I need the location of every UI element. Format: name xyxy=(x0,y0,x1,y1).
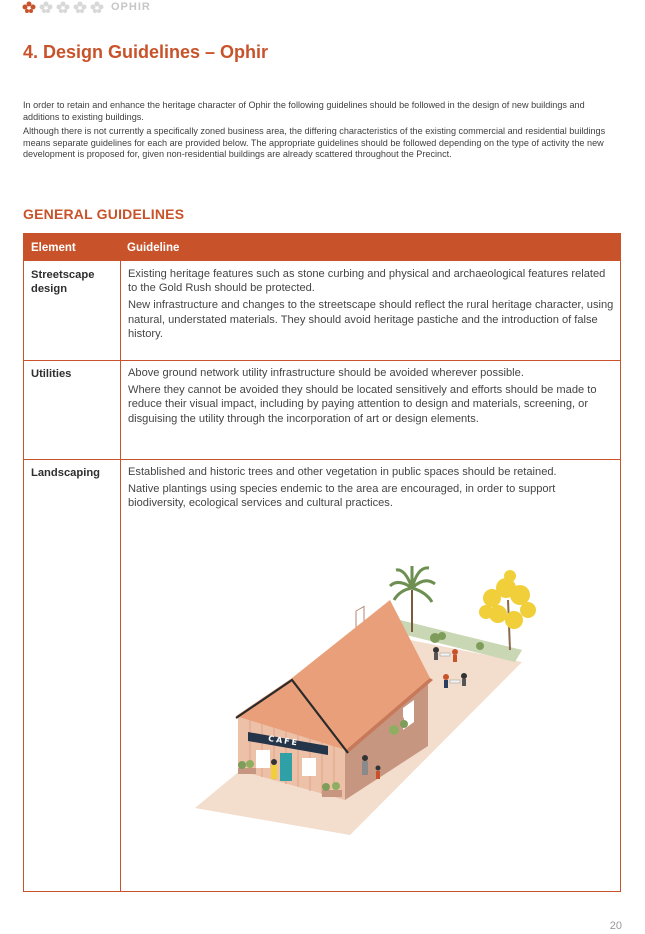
row-guideline xyxy=(128,366,614,429)
guideline-text: Where they cannot be avoided they should be located sensitively and efforts should be made to reduce their visual impact, including by paying attention to design and materials, screening, or disguising the utility through the incorporation of art or design elements. xyxy=(128,384,597,425)
guideline-text: Native plantings using species endemic to the area are encouraged, in order to support biodiversity, ecological services and cultural practices. xyxy=(128,483,556,510)
flower-logo-icon xyxy=(90,1,104,13)
row-element: Utilities xyxy=(31,368,72,380)
column-header-element: Element xyxy=(31,241,76,254)
table-row xyxy=(24,360,620,460)
guideline-text: New infrastructure and changes to the streetscape should reflect the rural heritage character, using natural, understated materials. They should avoid heritage pastiche and the introduction of false history. xyxy=(128,299,614,340)
page-number: 20 xyxy=(609,920,622,932)
front-window xyxy=(302,758,316,776)
table-row xyxy=(24,261,620,361)
intro-text xyxy=(23,100,623,164)
cafe-sign: CAFE xyxy=(267,733,300,748)
flower-logo-icon xyxy=(56,1,70,13)
row-guideline xyxy=(128,465,614,514)
cafe-illustration xyxy=(150,550,560,850)
column-header-guideline: Guideline xyxy=(127,241,180,254)
guideline-text: Established and historic trees and other vegetation in public spaces should be retained. xyxy=(128,466,557,478)
guideline-text: Existing heritage features such as stone curbing and physical and archaeological features related to the Gold Rush should be protected. xyxy=(128,268,606,295)
flower-logo-icon xyxy=(39,1,53,13)
page-title: 4. Design Guidelines – Ophir xyxy=(23,42,269,62)
brand-name: OPHIR xyxy=(111,1,151,13)
intro-paragraph: In order to retain and enhance the heritage character of Ophir the following guidelines should be followed in the design of new buildings and additions to existing buildings. xyxy=(23,100,585,122)
row-element: Landscaping xyxy=(31,467,100,479)
cafe-door xyxy=(280,753,292,781)
guideline-text: Above ground network utility infrastructure should be avoided wherever possible. xyxy=(128,367,524,379)
table-header xyxy=(24,234,620,261)
yellow-tree xyxy=(479,570,536,650)
header-logo xyxy=(22,0,151,14)
section-heading: GENERAL GUIDELINES xyxy=(23,206,185,222)
row-guideline xyxy=(128,267,614,344)
flower-logo-icon xyxy=(22,1,36,13)
flower-logo-icon xyxy=(73,1,87,13)
intro-paragraph: Although there is not currently a specifically zoned business area, the differing characteristics of the existing commercial and residential buildings means separate guidelines for each are provided below. The appropriate guidelines should be followed depending on the type of activity the new development is proposed for, given non-residential buildings are already scattered throughout the Precinct. xyxy=(23,126,606,159)
row-element: Streetscape design xyxy=(31,269,95,295)
front-window xyxy=(256,750,270,768)
